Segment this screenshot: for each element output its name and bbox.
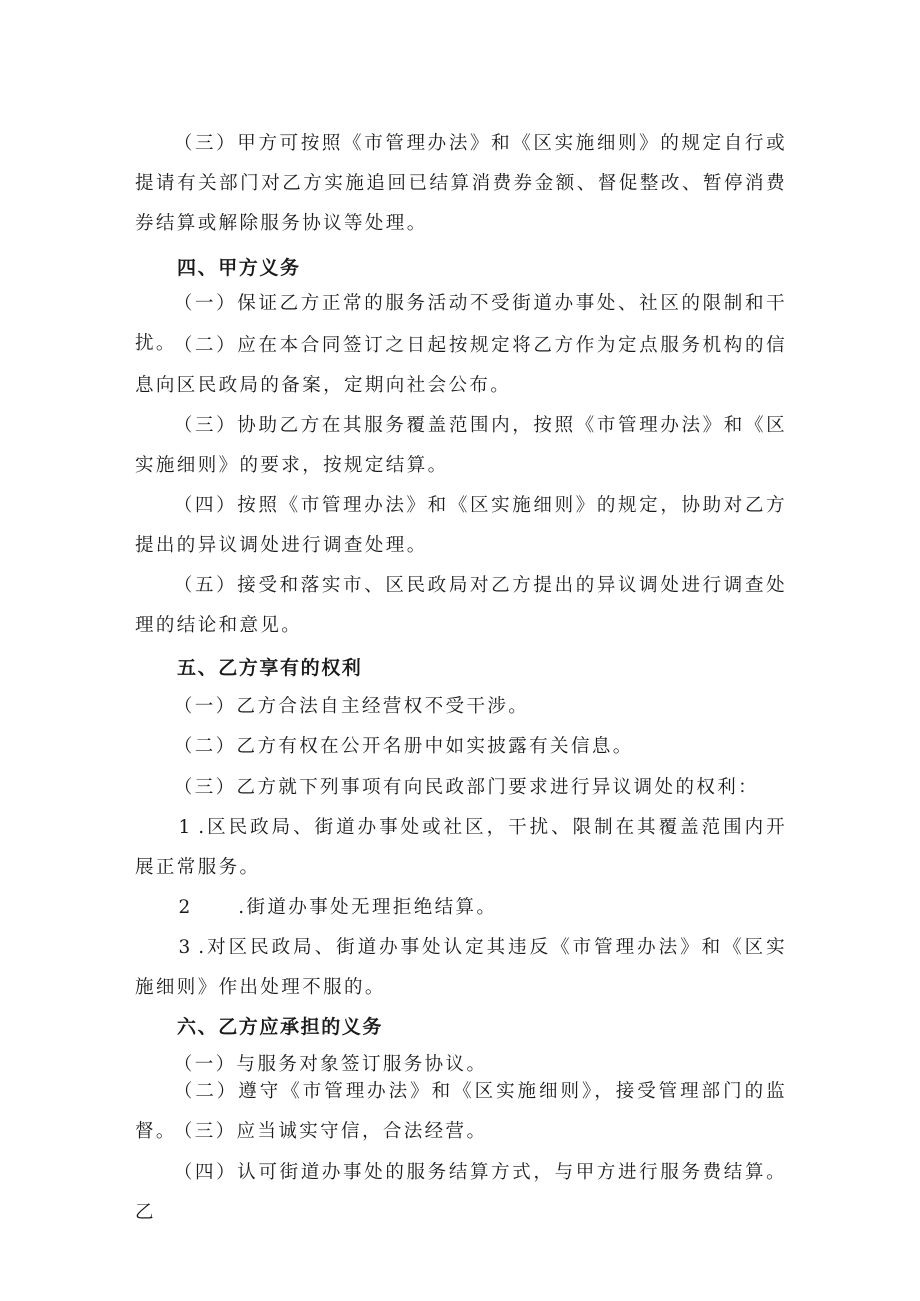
section-4-item-4: （四）按照《市管理办法》和《区实施细则》的规定，协助对乙方提出的异议调处进行调查处理。	[135, 495, 787, 556]
section-4-item-2: （二）应在本合同签订之日起按规定将乙方作为定点服务机构的信息向区民政局的备案，定期向社会公布。	[135, 335, 787, 396]
section-5-item-2: （二）乙方有权在公开名册中如实披露有关信息。	[173, 736, 634, 757]
item-number: 2	[178, 897, 191, 918]
section-6-item-4: （四）认可街道办事处的服务结算方式，与甲方进行服务费结算。乙	[135, 1162, 787, 1223]
section-5-item-1: （一）乙方合法自主经营权不受干涉。	[173, 696, 530, 717]
section-6-item-2: （二）遵守《市管理办法》和《区实施细则》，接受管理部门的监督。	[135, 1081, 787, 1142]
section-5-numbered-item-1	[135, 808, 787, 888]
paragraph-3-3: （三）甲方可按照《市管理办法》和《区实施细则》的规定自行或提请有关部门对乙方实施追回已结算消费券金额、督促整改、暂停消费券结算或解除服务协议等处理。	[135, 133, 787, 234]
section-heading-4: 四、甲方义务	[177, 257, 301, 279]
item-text: .对区民政局、街道办事处认定其违反《市管理办法》和《区实施细则》作出处理不服的。	[135, 937, 787, 998]
section-heading-5: 五、乙方享有的权利	[177, 657, 363, 679]
section-4-item-3: （三）协助乙方在其服务覆盖范围内，按照《市管理办法》和《区实施细则》的要求，按规定结算。	[135, 415, 787, 476]
item-number: 3	[178, 937, 191, 958]
section-5-numbered-item-3	[135, 928, 787, 1008]
section-heading-6: 六、乙方应承担的义务	[177, 1016, 384, 1038]
item-text: .街道办事处无理拒绝结算。	[238, 897, 498, 918]
item-text: .区民政局、街道办事处或社区，干扰、限制在其覆盖范围内开展正常服务。	[135, 817, 787, 878]
section-6-item-1: （一）与服务对象签订服务协议。	[173, 1054, 488, 1075]
section-4-item-1: （一）保证乙方正常的服务活动不受街道办事处、社区的限制和干扰。	[135, 293, 787, 354]
section-5-item-3: （三）乙方就下列事项有向民政部门要求进行异议调处的权利：	[173, 777, 760, 798]
section-5-numbered-item-2	[135, 888, 787, 928]
section-4-item-5: （五）接受和落实市、区民政局对乙方提出的异议调处进行调查处理的结论和意见。	[135, 575, 787, 636]
item-number: 1	[178, 817, 191, 838]
section-6-item-3: （三）应当诚实守信，合法经营。	[173, 1121, 488, 1142]
